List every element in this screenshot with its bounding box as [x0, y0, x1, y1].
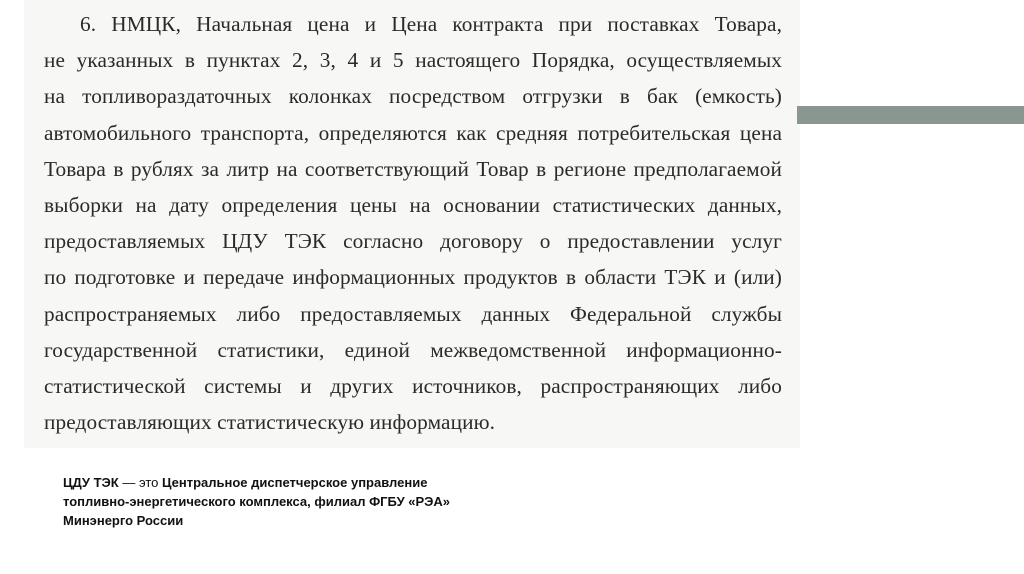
accent-bar — [797, 106, 1024, 124]
scanned-document-image — [24, 0, 800, 448]
footnote-connector: — это — [118, 475, 162, 490]
document-line-5: Товара в рублях за литр на соответствующий Товар в регионе предполагаемой — [44, 156, 782, 181]
document-line-7: предоставляемых ЦДУ ТЭК согласно договору о предоставлении услуг — [44, 229, 782, 254]
document-line-10: государственной статистики, единой межведомственной информационно- — [44, 337, 782, 362]
footnote-term: ЦДУ ТЭК — [63, 475, 119, 490]
document-line-1: 6. НМЦК, Начальная цена и Цена контракта при поставках Товара, — [80, 12, 782, 36]
document-line-12: предоставляющих статистическую информацию. — [44, 410, 496, 435]
document-line-8: по подготовке и передаче информационных продуктов в области ТЭК и (или) — [44, 265, 782, 290]
document-line-2: не указанных в пунктах 2, 3, 4 и 5 настоящего Порядка, осуществляемых — [44, 48, 782, 73]
document-line-9: распространяемых либо предоставляемых данных Федеральной службы — [44, 301, 782, 326]
document-line-3: на топливораздаточных колонках посредством отгрузки в бак (емкость) — [44, 84, 782, 109]
document-line-11: статистической системы и других источников, распространяющих либо — [44, 374, 782, 399]
document-paragraph — [44, 6, 782, 440]
document-line-4: автомобильного транспорта, определяются как средняя потребительская цена — [44, 120, 782, 145]
footnote-definition-line-3: Минэнерго России — [63, 513, 184, 528]
document-line-6: выборки на дату определения цены на основании статистических данных, — [44, 193, 782, 218]
footnote — [63, 473, 583, 530]
footnote-definition-line-2: топливно-энергетического комплекса, филиал ФГБУ «РЭА» — [63, 494, 451, 509]
footnote-definition-line-1: Центральное диспетчерское управление — [161, 475, 428, 490]
